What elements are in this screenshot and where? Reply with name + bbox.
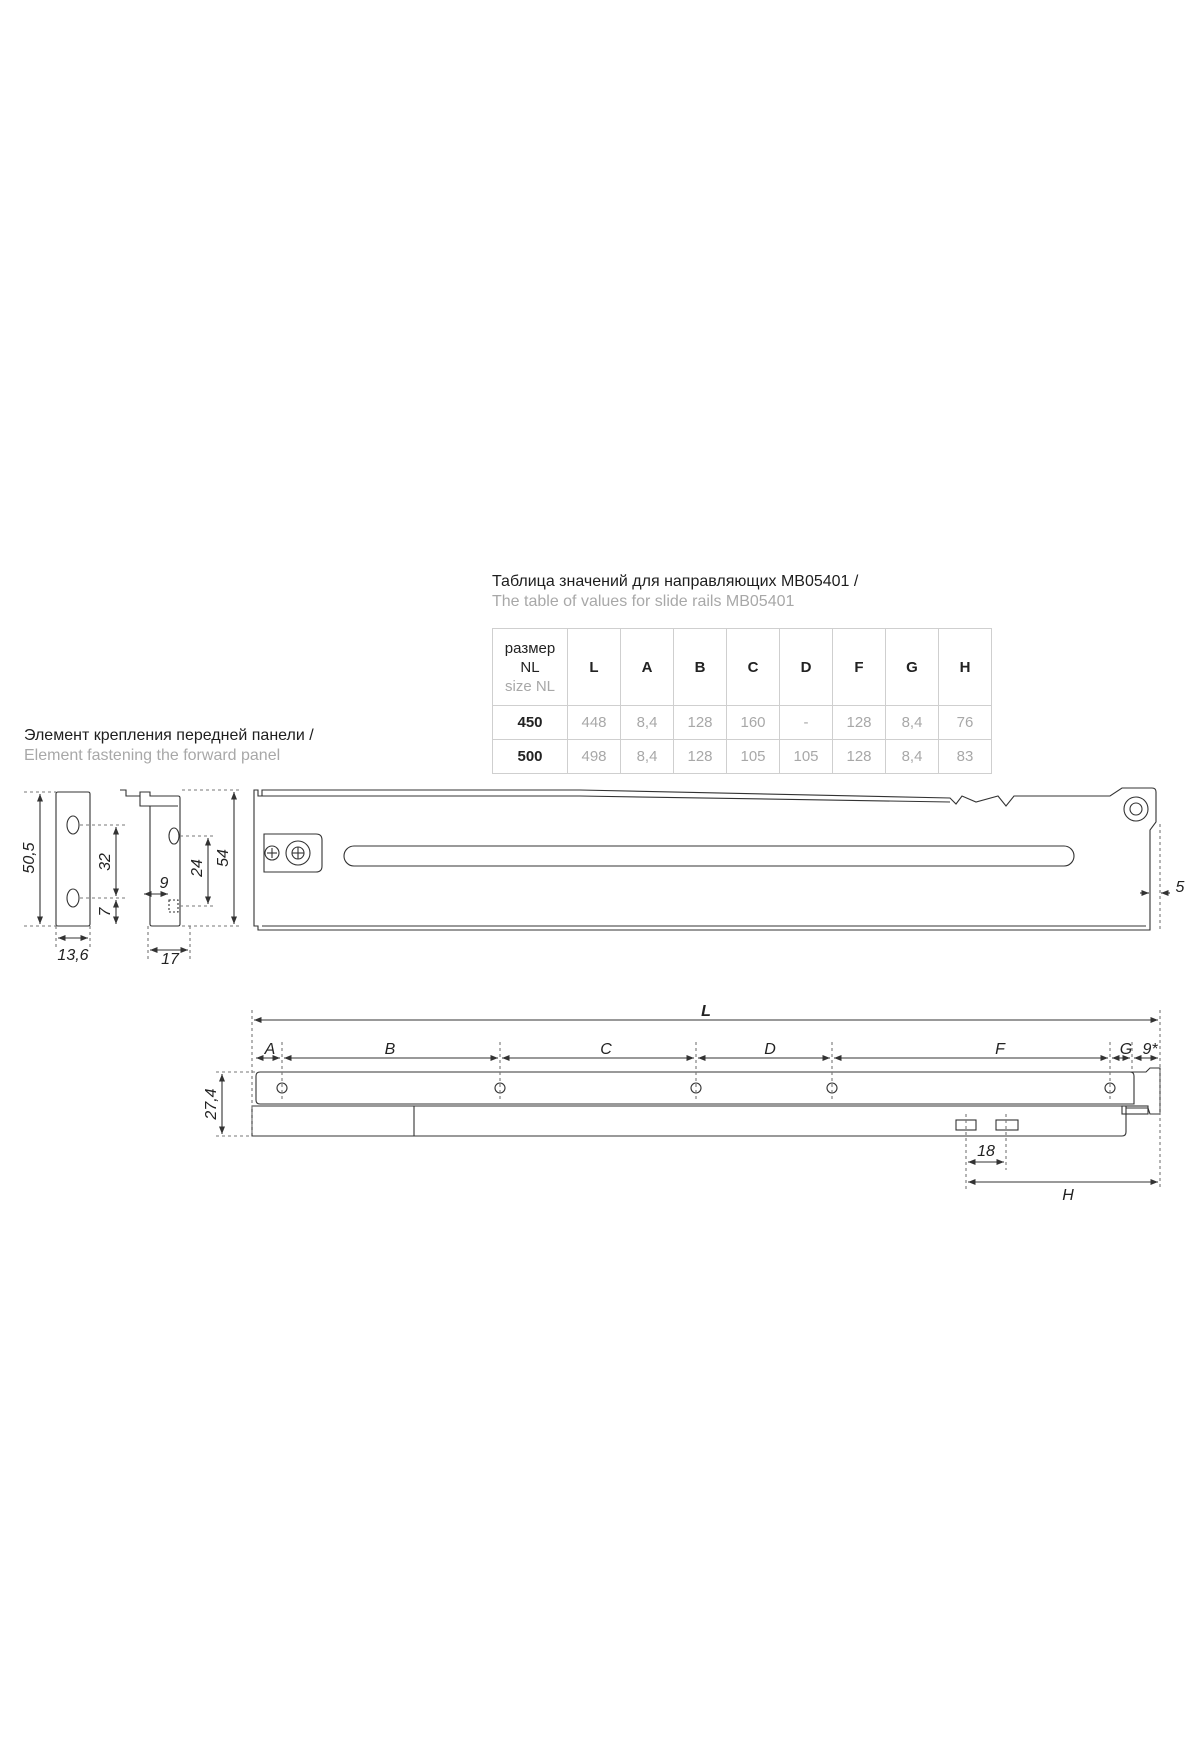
dim-h: H <box>1062 1187 1074 1204</box>
table-cell: 8,4 <box>886 740 939 774</box>
dim-bracket-height: 54 <box>215 849 232 867</box>
rail-side-view <box>254 788 1156 930</box>
rail-top-view <box>252 1068 1160 1136</box>
fastener-hole-lower <box>67 889 79 907</box>
fastener-heading-ru: Элемент крепления передней панели / <box>24 727 314 744</box>
table-cell: 76 <box>939 706 992 740</box>
dim-fastener-width: 13,6 <box>57 947 89 964</box>
dim-seg-d: D <box>764 1041 776 1058</box>
table-cell: 83 <box>939 740 992 774</box>
table-cell: 160 <box>727 706 780 740</box>
dim-seg-c: C <box>600 1041 612 1058</box>
dim-bracket-slot: 9 <box>159 875 169 892</box>
dim-seg-f: F <box>995 1041 1005 1058</box>
fastener-hole-upper <box>67 816 79 834</box>
rail-slot <box>344 846 1074 866</box>
column-header-g: G <box>886 629 939 706</box>
rail-wheel-inner <box>1130 803 1142 815</box>
side-bracket <box>120 790 180 926</box>
bracket-slot <box>169 900 178 912</box>
dim-bracket-width: 17 <box>161 951 179 968</box>
table-cell: 105 <box>727 740 780 774</box>
dim-fastener-height: 50,5 <box>21 842 38 874</box>
column-header-b: B <box>674 629 727 706</box>
dim-slot-spacing: 18 <box>977 1143 995 1160</box>
dim-fastener-pitch: 32 <box>97 853 114 871</box>
dim-rail-end: 9* <box>1142 1041 1158 1058</box>
dim-rail-height: 27,4 <box>203 1088 220 1120</box>
table-cell: 128 <box>674 740 727 774</box>
dim-seg-a: A <box>264 1041 276 1058</box>
column-header-h: H <box>939 629 992 706</box>
column-header-a: A <box>621 629 674 706</box>
column-header-d: D <box>780 629 833 706</box>
table-cell: 105 <box>780 740 833 774</box>
row-size: 450 <box>493 706 568 740</box>
table-cell: 498 <box>568 740 621 774</box>
table-heading-ru: Таблица значений для направляющих MB05401 / <box>492 573 859 590</box>
size-header-en: size NL <box>504 677 556 695</box>
rail-wheel-outer <box>1124 797 1148 821</box>
dim-seg-b: B <box>384 1041 396 1058</box>
dim-bracket-holes: 24 <box>189 859 206 877</box>
rail-bottom-slot <box>996 1120 1018 1130</box>
table-cell: 128 <box>833 740 886 774</box>
fastener-plate <box>56 792 90 926</box>
table-heading-en: The table of values for slide rails MB05401 <box>492 593 795 610</box>
table-cell: 8,4 <box>886 706 939 740</box>
dim-fastener-offset: 7 <box>97 907 114 917</box>
dim-seg-g: G <box>1119 1041 1133 1058</box>
dim-rail-offset: 5 <box>1175 879 1185 896</box>
column-header-c: C <box>727 629 780 706</box>
bracket-hole <box>169 828 179 844</box>
column-header-f: F <box>833 629 886 706</box>
fastener-heading-en: Element fastening the forward panel <box>24 747 281 764</box>
table-cell: 128 <box>674 706 727 740</box>
table-cell: 128 <box>833 706 886 740</box>
size-header-ru-2: NL <box>520 658 540 676</box>
row-size: 500 <box>493 740 568 774</box>
table-cell: - <box>780 706 833 740</box>
column-header-l: L <box>568 629 621 706</box>
dim-rail-length: L <box>701 1003 711 1020</box>
table-cell: 448 <box>568 706 621 740</box>
table-cell: 8,4 <box>621 740 674 774</box>
size-header-ru-1: размер <box>504 639 556 657</box>
table-cell: 8,4 <box>621 706 674 740</box>
